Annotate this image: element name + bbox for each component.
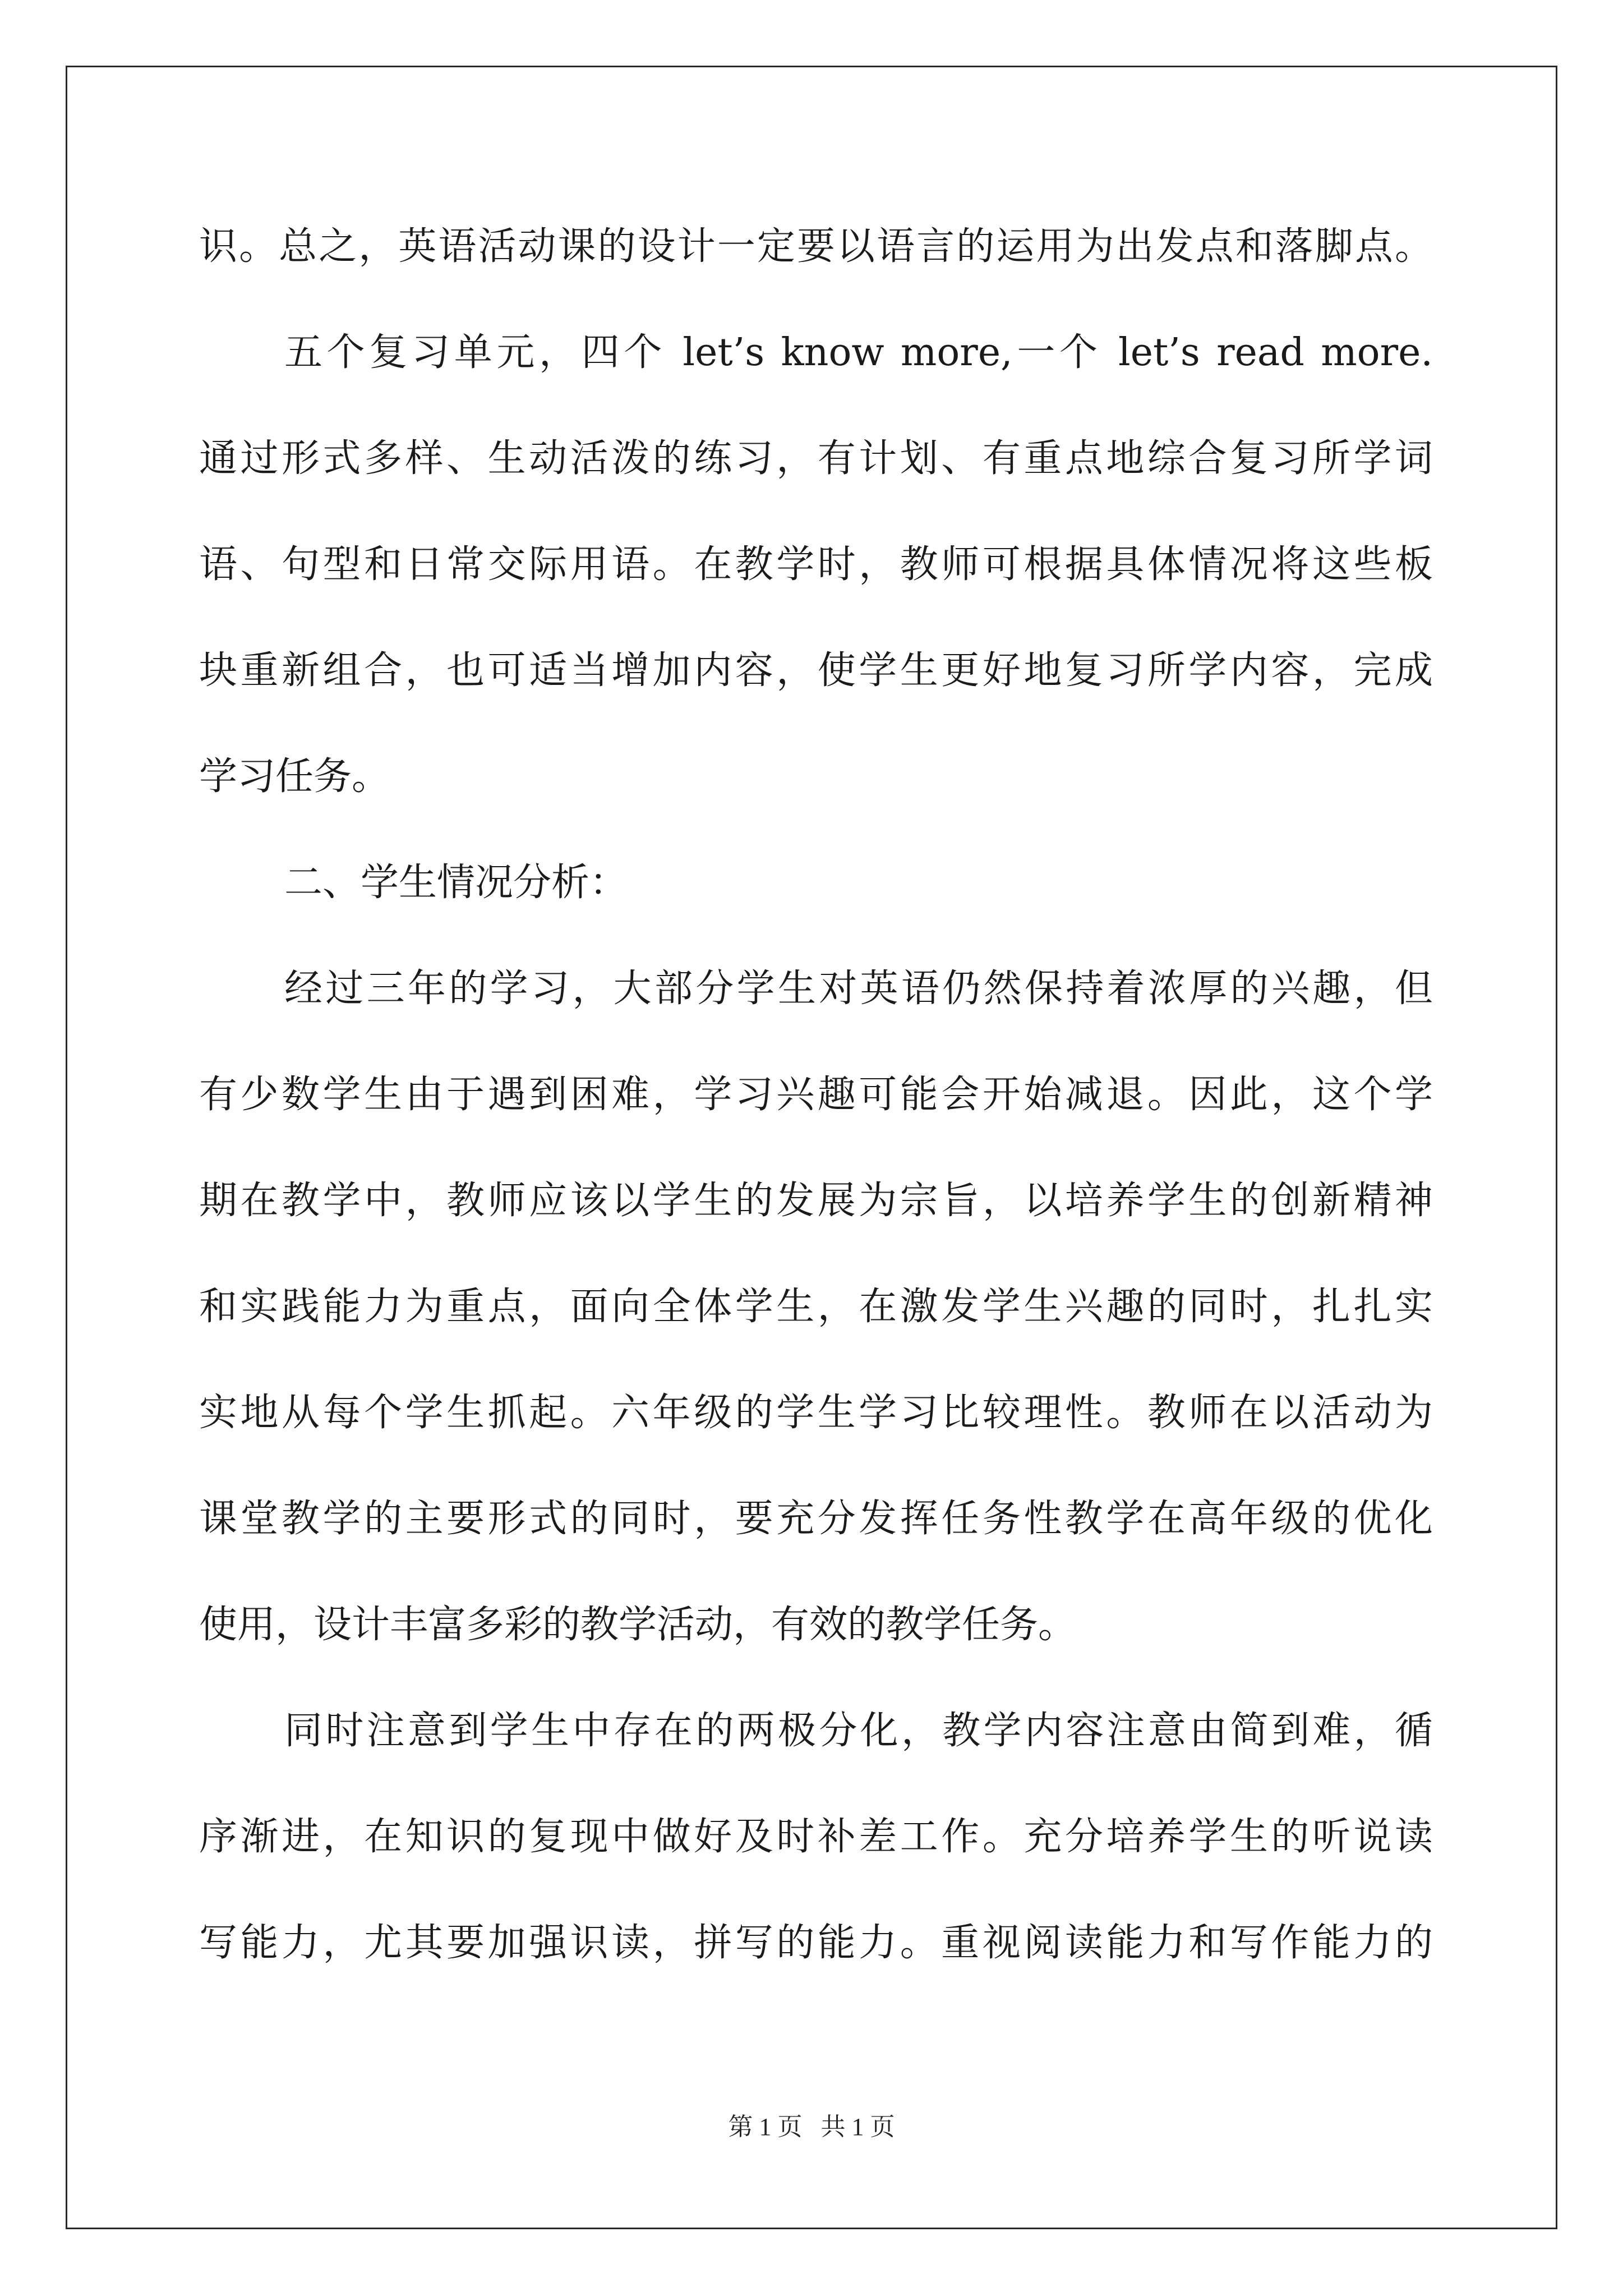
text-line: 期在教学中，教师应该以学生的发展为宗旨，以培养学生的创新精神 <box>199 1179 1433 1223</box>
page-number-footer: 第 1 页 共 1 页 <box>728 2113 895 2141</box>
text-line: 块重新组合，也可适当增加内容，使学生更好地复习所学内容，完成 <box>199 648 1433 693</box>
text-line: 通过形式多样、生动活泼的练习，有计划、有重点地综合复习所学词 <box>199 436 1433 481</box>
text-line: 五个复习单元，四个 let’s know more,一个 let’s read more. <box>284 330 1433 375</box>
text-line: 有少数学生由于遇到困难，学习兴趣可能会开始减退。因此，这个学 <box>199 1073 1433 1117</box>
text-line: 序渐进，在知识的复现中做好及时补差工作。充分培养学生的听说读 <box>199 1815 1433 1859</box>
text-line: 课堂教学的主要形式的同时，要充分发挥任务性教学在高年级的优化 <box>199 1497 1433 1541</box>
document-body <box>199 202 1433 2004</box>
text-line: 使用，设计丰富多彩的教学活动，有效的教学任务。 <box>199 1603 1077 1647</box>
text-line: 经过三年的学习，大部分学生对英语仍然保持着浓厚的兴趣，但 <box>284 967 1433 1011</box>
text-line: 实地从每个学生抓起。六年级的学生学习比较理性。教师在以活动为 <box>199 1391 1433 1435</box>
text-line: 识。总之，英语活动课的设计一定要以语言的运用为出发点和落脚点。 <box>199 224 1433 269</box>
section-heading: 二、学生情况分析： <box>284 861 628 905</box>
text-line: 学习任务。 <box>199 754 390 799</box>
text-line: 和实践能力为重点，面向全体学生，在激发学生兴趣的同时，扎扎实 <box>199 1285 1433 1329</box>
text-line: 语、句型和日常交际用语。在教学时，教师可根据具体情况将这些板 <box>199 542 1433 587</box>
text-line: 同时注意到学生中存在的两极分化，教学内容注意由简到难，循 <box>284 1709 1433 1753</box>
text-line: 写能力，尤其要加强识读，拼写的能力。重视阅读能力和写作能力的 <box>199 1921 1433 1965</box>
